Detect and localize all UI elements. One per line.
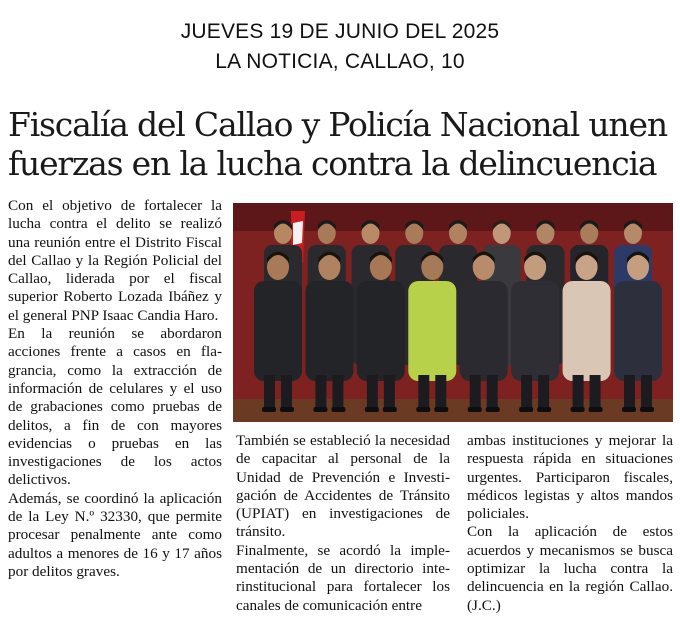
person-leg xyxy=(487,375,498,409)
person-shoe xyxy=(537,407,551,412)
page-date: JUEVES 19 DE JUNIO DEL 2025 xyxy=(180,20,500,43)
paragraph-5: Finalmente, se acordó la implementación de un directorio interinstitucional para fortalecer los canales de comunicación entre xyxy=(236,541,450,614)
person-leg xyxy=(538,375,549,409)
person-body xyxy=(357,281,405,381)
person-leg xyxy=(521,375,532,409)
person-leg xyxy=(573,375,584,409)
paragraph-3: Además, se coordinó la aplicación de la Ley N.º 32330, que permite procesar penalmente ante como adultos a menores de 16 y 17 años por delitos graves. xyxy=(8,489,222,580)
group-photo xyxy=(233,203,673,422)
person-leg xyxy=(435,375,446,409)
person-shoe xyxy=(486,407,500,412)
person-body xyxy=(254,281,302,381)
person-leg xyxy=(281,375,292,409)
person-leg xyxy=(332,375,343,409)
person-shoe xyxy=(313,407,327,412)
person-leg xyxy=(590,375,601,409)
person-shoe xyxy=(519,407,533,412)
person-leg xyxy=(384,375,395,409)
peru-flag-stripe xyxy=(293,221,303,245)
person-shoe xyxy=(383,407,397,412)
source-line: LA NOTICIA, CALLAO, 10 xyxy=(215,50,465,73)
person-shoe xyxy=(434,407,448,412)
headline-line-2: fuerzas en la lucha contra la delincuencia xyxy=(8,144,657,183)
person-shoe xyxy=(589,407,603,412)
photo-floor xyxy=(233,399,673,422)
person-shoe xyxy=(280,407,294,412)
person-shoe xyxy=(416,407,430,412)
person-leg xyxy=(418,375,429,409)
article-column-3 xyxy=(467,432,673,615)
paragraph-4: También se estableció la necesidad de capacitar al personal de la Unidad de Prevención e Investigación de Accidentes de Tránsito (UPIAT) en investigaciones de tránsito. xyxy=(236,432,450,541)
person-shoe xyxy=(331,407,345,412)
paragraph-1: Con el objetivo de fortalecer la lucha contra el delito se realizó una reunión entre el Distrito Fiscal del Callao y la Región Policial del Callao, liderada por el fiscal superior Roberto Lozada Ibáñez y el general PNP Isaac Candia Haro. xyxy=(8,197,222,324)
person-body xyxy=(460,281,508,381)
paragraph-6: ambas instituciones y mejorar la respuesta rápida en situaciones urgentes. Participaron fiscales, médicos legistas y altos mandos policiales. xyxy=(467,432,673,523)
headline-line-1: Fiscalía del Callao y Policía Nacional unen xyxy=(8,105,667,144)
group-photo-illustration xyxy=(233,203,673,422)
person-leg xyxy=(367,375,378,409)
person-leg xyxy=(264,375,275,409)
person-shoe xyxy=(468,407,482,412)
person-shoe xyxy=(262,407,276,412)
person-leg xyxy=(315,375,326,409)
person-shoe xyxy=(640,407,654,412)
person-body xyxy=(305,281,353,381)
paragraph-2: En la reunión se abordaron acciones frente a casos en flagrancia, como la extracción de información de celulares y el uso de grabaciones como pruebas de delitos, a fin de con mayores evidencias o pruebas en las investigaciones de los actos delictivos. xyxy=(8,325,222,489)
paragraph-7: Con la aplicación de estos acuerdos y mecanismos se busca optimizar la lucha contra la delincuencia en la región Callao. (J.C.) xyxy=(467,523,673,614)
article-column-2 xyxy=(236,432,450,615)
person-shoe xyxy=(571,407,585,412)
article-column-1 xyxy=(8,197,222,581)
person-shoe xyxy=(365,407,379,412)
person-body xyxy=(614,281,662,381)
person-leg xyxy=(470,375,481,409)
person-body xyxy=(408,281,456,381)
person-body xyxy=(563,281,611,381)
person-leg xyxy=(641,375,652,409)
person-leg xyxy=(624,375,635,409)
person-shoe xyxy=(622,407,636,412)
person-body xyxy=(511,281,559,381)
